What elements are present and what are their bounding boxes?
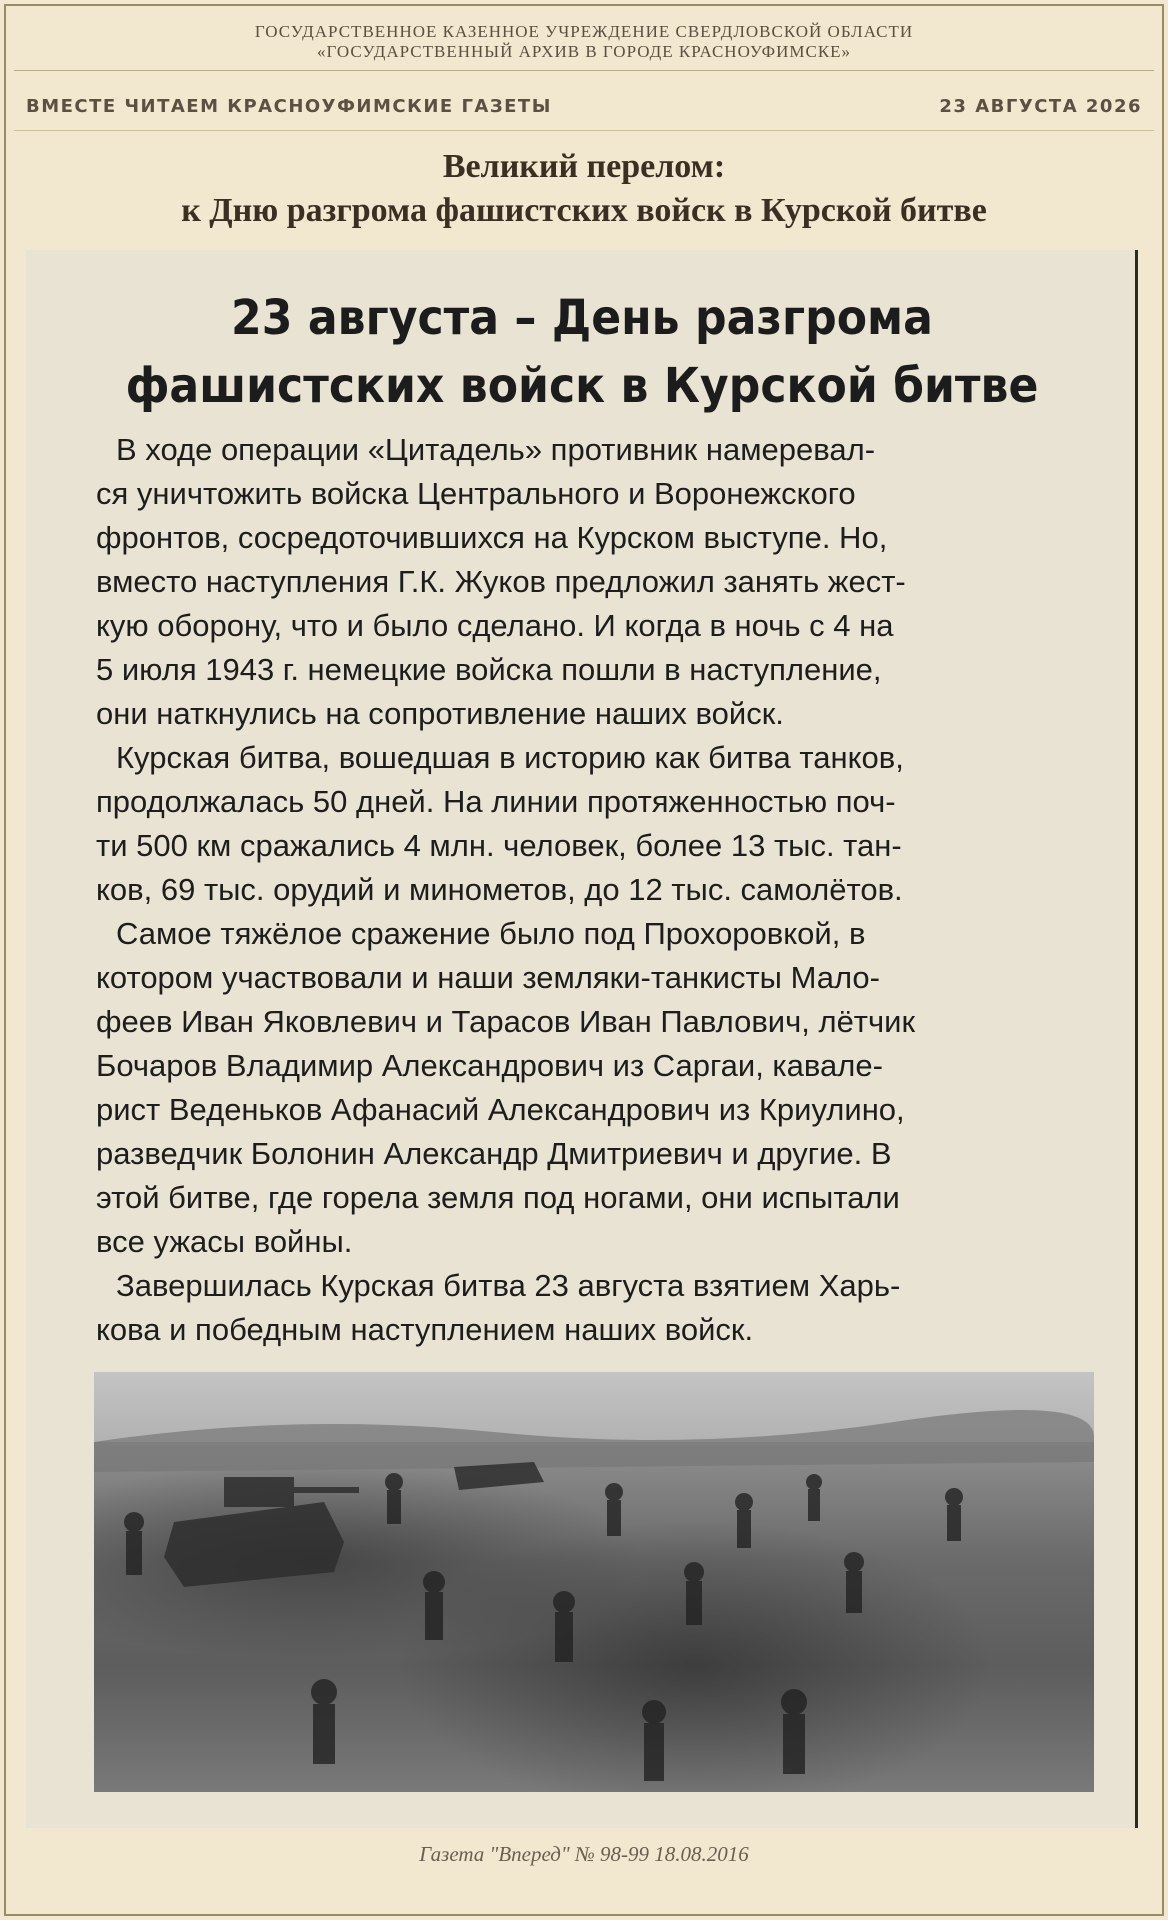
text-line: ти 500 км сражались 4 млн. человек, более 13 тыс. тан- <box>96 828 902 863</box>
title-line-1: Великий перелом: <box>442 148 726 185</box>
divider <box>14 70 1154 71</box>
text-line: этой битве, где горела земля под ногами, они испытали <box>96 1180 900 1215</box>
archive-header <box>0 22 1168 62</box>
issue-date: 23 АВГУСТА 2026 <box>939 96 1142 117</box>
text-line: все ужасы войны. <box>96 1224 353 1259</box>
text-line: продолжалась 50 дней. На линии протяженностью поч- <box>96 784 896 819</box>
text-line: кую оборону, что и было сделано. И когда в ночь с 4 на <box>96 608 894 643</box>
text-line: они наткнулись на сопротивление наших войск. <box>96 696 784 731</box>
title-line-2: к Дню разгрома фашистских войск в Курской битве <box>181 192 987 229</box>
text-line: ся уничтожить войска Центрального и Воронежского <box>96 476 856 511</box>
text-line: феев Иван Яковлевич и Тарасов Иван Павлович, лётчик <box>96 1004 916 1039</box>
battle-photo <box>94 1372 1094 1792</box>
page-title <box>0 145 1168 233</box>
divider <box>14 130 1154 131</box>
clipping-headline <box>70 284 1093 420</box>
archive-line-2: «ГОСУДАРСТВЕННЫЙ АРХИВ В ГОРОДЕ КРАСНОУФИМСКЕ» <box>316 42 852 61</box>
text-line: Бочаров Владимир Александрович из Саргаи, кавале- <box>96 1048 883 1083</box>
text-line: фронтов, сосредоточившихся на Курском выступе. Но, <box>96 520 888 555</box>
text-line: Завершилась Курская битва 23 августа взятием Харь- <box>116 1268 901 1303</box>
rubric-bar <box>26 96 1142 117</box>
text-line: 5 июля 1943 г. немецкие войска пошли в наступление, <box>96 652 882 687</box>
text-line: разведчик Болонин Александр Дмитриевич и другие. В <box>96 1136 892 1171</box>
archive-line-1: ГОСУДАРСТВЕННОЕ КАЗЕННОЕ УЧРЕЖДЕНИЕ СВЕРДЛОВСКОЙ ОБЛАСТИ <box>254 22 914 41</box>
text-line: ков, 69 тыс. орудий и минометов, до 12 тыс. самолётов. <box>96 872 903 907</box>
text-line: кова и победным наступлением наших войск. <box>96 1312 754 1347</box>
battle-photo-illustration <box>94 1372 1094 1792</box>
text-line: котором участвовали и наши земляки-танкисты Мало- <box>96 960 880 995</box>
newspaper-clipping <box>26 250 1138 1828</box>
rubric-label: ВМЕСТЕ ЧИТАЕМ КРАСНОУФИМСКИЕ ГАЗЕТЫ <box>26 96 552 117</box>
source-caption: Газета "Вперед" № 98-99 18.08.2016 <box>419 1842 749 1866</box>
clipping-headline-line-2: фашистских войск в Курской битве <box>125 358 1039 414</box>
text-line: Курская битва, вошедшая в историю как битва танков, <box>116 740 904 775</box>
text-line: рист Веденьков Афанасий Александрович из Криулино, <box>96 1092 905 1127</box>
text-line: вместо наступления Г.К. Жуков предложил занять жест- <box>96 564 906 599</box>
clipping-body <box>96 428 1106 1352</box>
clipping-headline-line-1: 23 августа – День разгрома <box>231 290 933 346</box>
text-line: В ходе операции «Цитадель» противник намеревал- <box>116 432 876 467</box>
text-line: Самое тяжёлое сражение было под Прохоровкой, в <box>116 916 866 951</box>
